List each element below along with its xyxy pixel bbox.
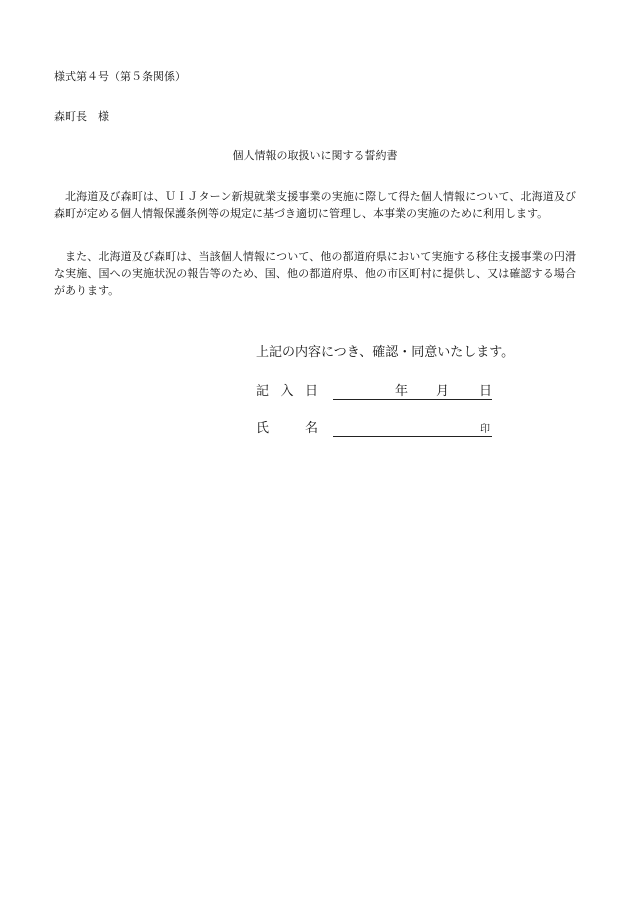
entry-date-label: [256, 384, 318, 400]
name-field[interactable]: [333, 421, 492, 437]
day-label: 日: [479, 384, 493, 399]
seal-mark: 印: [480, 424, 490, 435]
form-number: 様式第４号（第５条関係）: [54, 70, 186, 83]
year-label: 年: [395, 384, 409, 399]
name-row: [256, 421, 496, 439]
addressee: 森町長 様: [54, 110, 109, 123]
document-title: 個人情報の取扱いに関する誓約書: [232, 149, 398, 162]
name-label-char: 名: [304, 421, 318, 436]
consent-statement: 上記の内容につき、確認・同意いたします。: [256, 345, 515, 360]
entry-date-label-char: 入: [280, 384, 294, 399]
body-paragraph-2: また、北海道及び森町は、当該個人情報について、他の都道府県において実施する移住支援事業の円滑な実施、国への実施状況の報告等のため、国、他の都道府県、他の市区町村に提供し、又は確認する場合があります。: [54, 250, 576, 297]
name-label-char: 氏: [256, 421, 270, 436]
entry-date-label-char: 日: [304, 384, 318, 399]
name-label: [256, 421, 318, 437]
entry-date-label-char: 記: [256, 384, 270, 399]
month-label: 月: [436, 384, 450, 399]
entry-date-field[interactable]: [333, 384, 492, 400]
body-paragraph-1: 北海道及び森町は、ＵＩＪターン新規就業支援事業の実施に際して得た個人情報について、北海道及び森町が定める個人情報保護条例等の規定に基づき適切に管理し、本事業の実施のために利用します。: [54, 190, 576, 220]
entry-date-row: [256, 384, 496, 402]
